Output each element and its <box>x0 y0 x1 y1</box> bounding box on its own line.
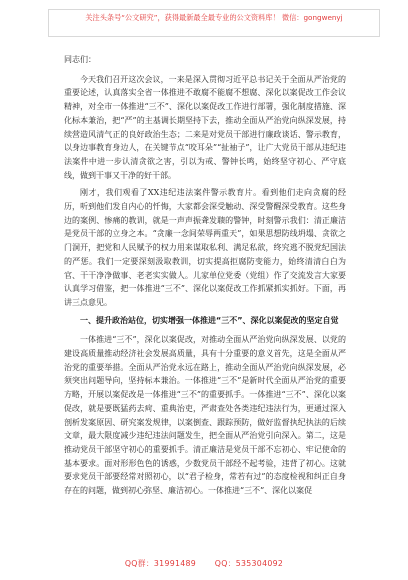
paragraph-1: 今天我们召开这次会议，一来是深入贯彻习近平总书记关于全面从严治党的重要论述，认真落实全省一体推进不敢腐不能腐不想腐、深化以案促改工作会议精神，对全市一体推进“三不”、深化以案促改工作进行部署，强化制度措施、深化标本兼治，把“严”的主基调长期坚持下去，推动全面从严治党向纵深发展，持续营造风清气正的良好政治生态；二来是对党员干部进行廉政谈话、警示教育，以身边事教育身边人，在关键节点“咬耳朵”“扯袖子”，让广大党员干部从违纪违法案件中进一步认清贪欲之害，引以为戒、警钟长鸣，始终坚守初心、严守底线，做到干事又干净的好干部。 <box>64 74 346 180</box>
paragraph-2: 刚才，我们观看了XX违纪违法案件警示教育片。看到他们走向贪腐的经历，听到他们发自内心的忏悔，大家都会深受触动、深受警醒深受教育。这些身边的案例、惨痛的教训，就是一声声振聋发聩的警钟，时刻警示我们：清正廉洁是党员干部的立身之本。“贪廉一念间荣辱两重天”，如果思想防线坍塌、贪欲之门洞开，把党和人民赋予的权力用来谋取私利、满足私欲，终究逃不脱党纪国法的严惩。我们一定要深刻汲取教训，切实提高拒腐防变能力，始终清清白白为官、干干净净做事、老老实实做人。儿家单位党委（党组）作了交流发言大家要认真学习借鉴，把一体推进“三不”、深化以案促改工作抓紧抓实抓好。下面，再讲三点意见。 <box>64 188 346 307</box>
promo-banner <box>48 9 380 37</box>
salutation: 同志们： <box>64 55 96 64</box>
qq-number: QQ：535304092 <box>214 559 284 568</box>
qq-group-number: QQ群：31991489 <box>124 559 197 568</box>
paragraph-3: 一体推进“三不”，深化以案促改，对推动全面从严治党向纵深发展、以党的建设高质量推动经济社会发展高质量，具有十分重要的意义首先，这是全面从严治党的重要举措。全面从严治党永远在路上，推动全面从严治党向纵深发展，必须突出问题导向，坚持标本兼治。一体推进“三不”是新时代全面从严治党的重要方略，开展以案促改是一体推进“三不”的重要抓手。一体推进“三不”、深化以案促改，就是要既猛药去疴、重典治吏，严肃查处各类违纪违法行为，更通过深入剖析发案原因、研究案发规律，以案倒查、跟踪预防，做好监督执纪执法的后续文章，最大限度减少违纪违法问题发生，把全面从严治党引向深入。第二，这是推动党员干部坚守初心的重要抓手。清正廉洁是党员干部不忘初心、牢记使命的基本要求。面对形形色色的诱惑，少数党员干部经不起考验，违背了初心。这就要求党员干部要经常对照初心，以“君子检身，常若有过”的态度检视和纠正自身存在的问题，做到初心弥坚、廉洁初心。一体推进“三不”、深化以案促 <box>64 335 346 496</box>
section-heading-1: 一、提升政治站位，切实增强一体推进“三不”、深化以案促改的坚定自觉 <box>80 315 339 325</box>
document-body <box>64 53 346 502</box>
promo-banner-text: 关注头条号“公文研究”，获得最新最全最专业的公文资料库！ 微信：gongwenyj <box>85 13 343 22</box>
contact-footer <box>0 558 408 569</box>
